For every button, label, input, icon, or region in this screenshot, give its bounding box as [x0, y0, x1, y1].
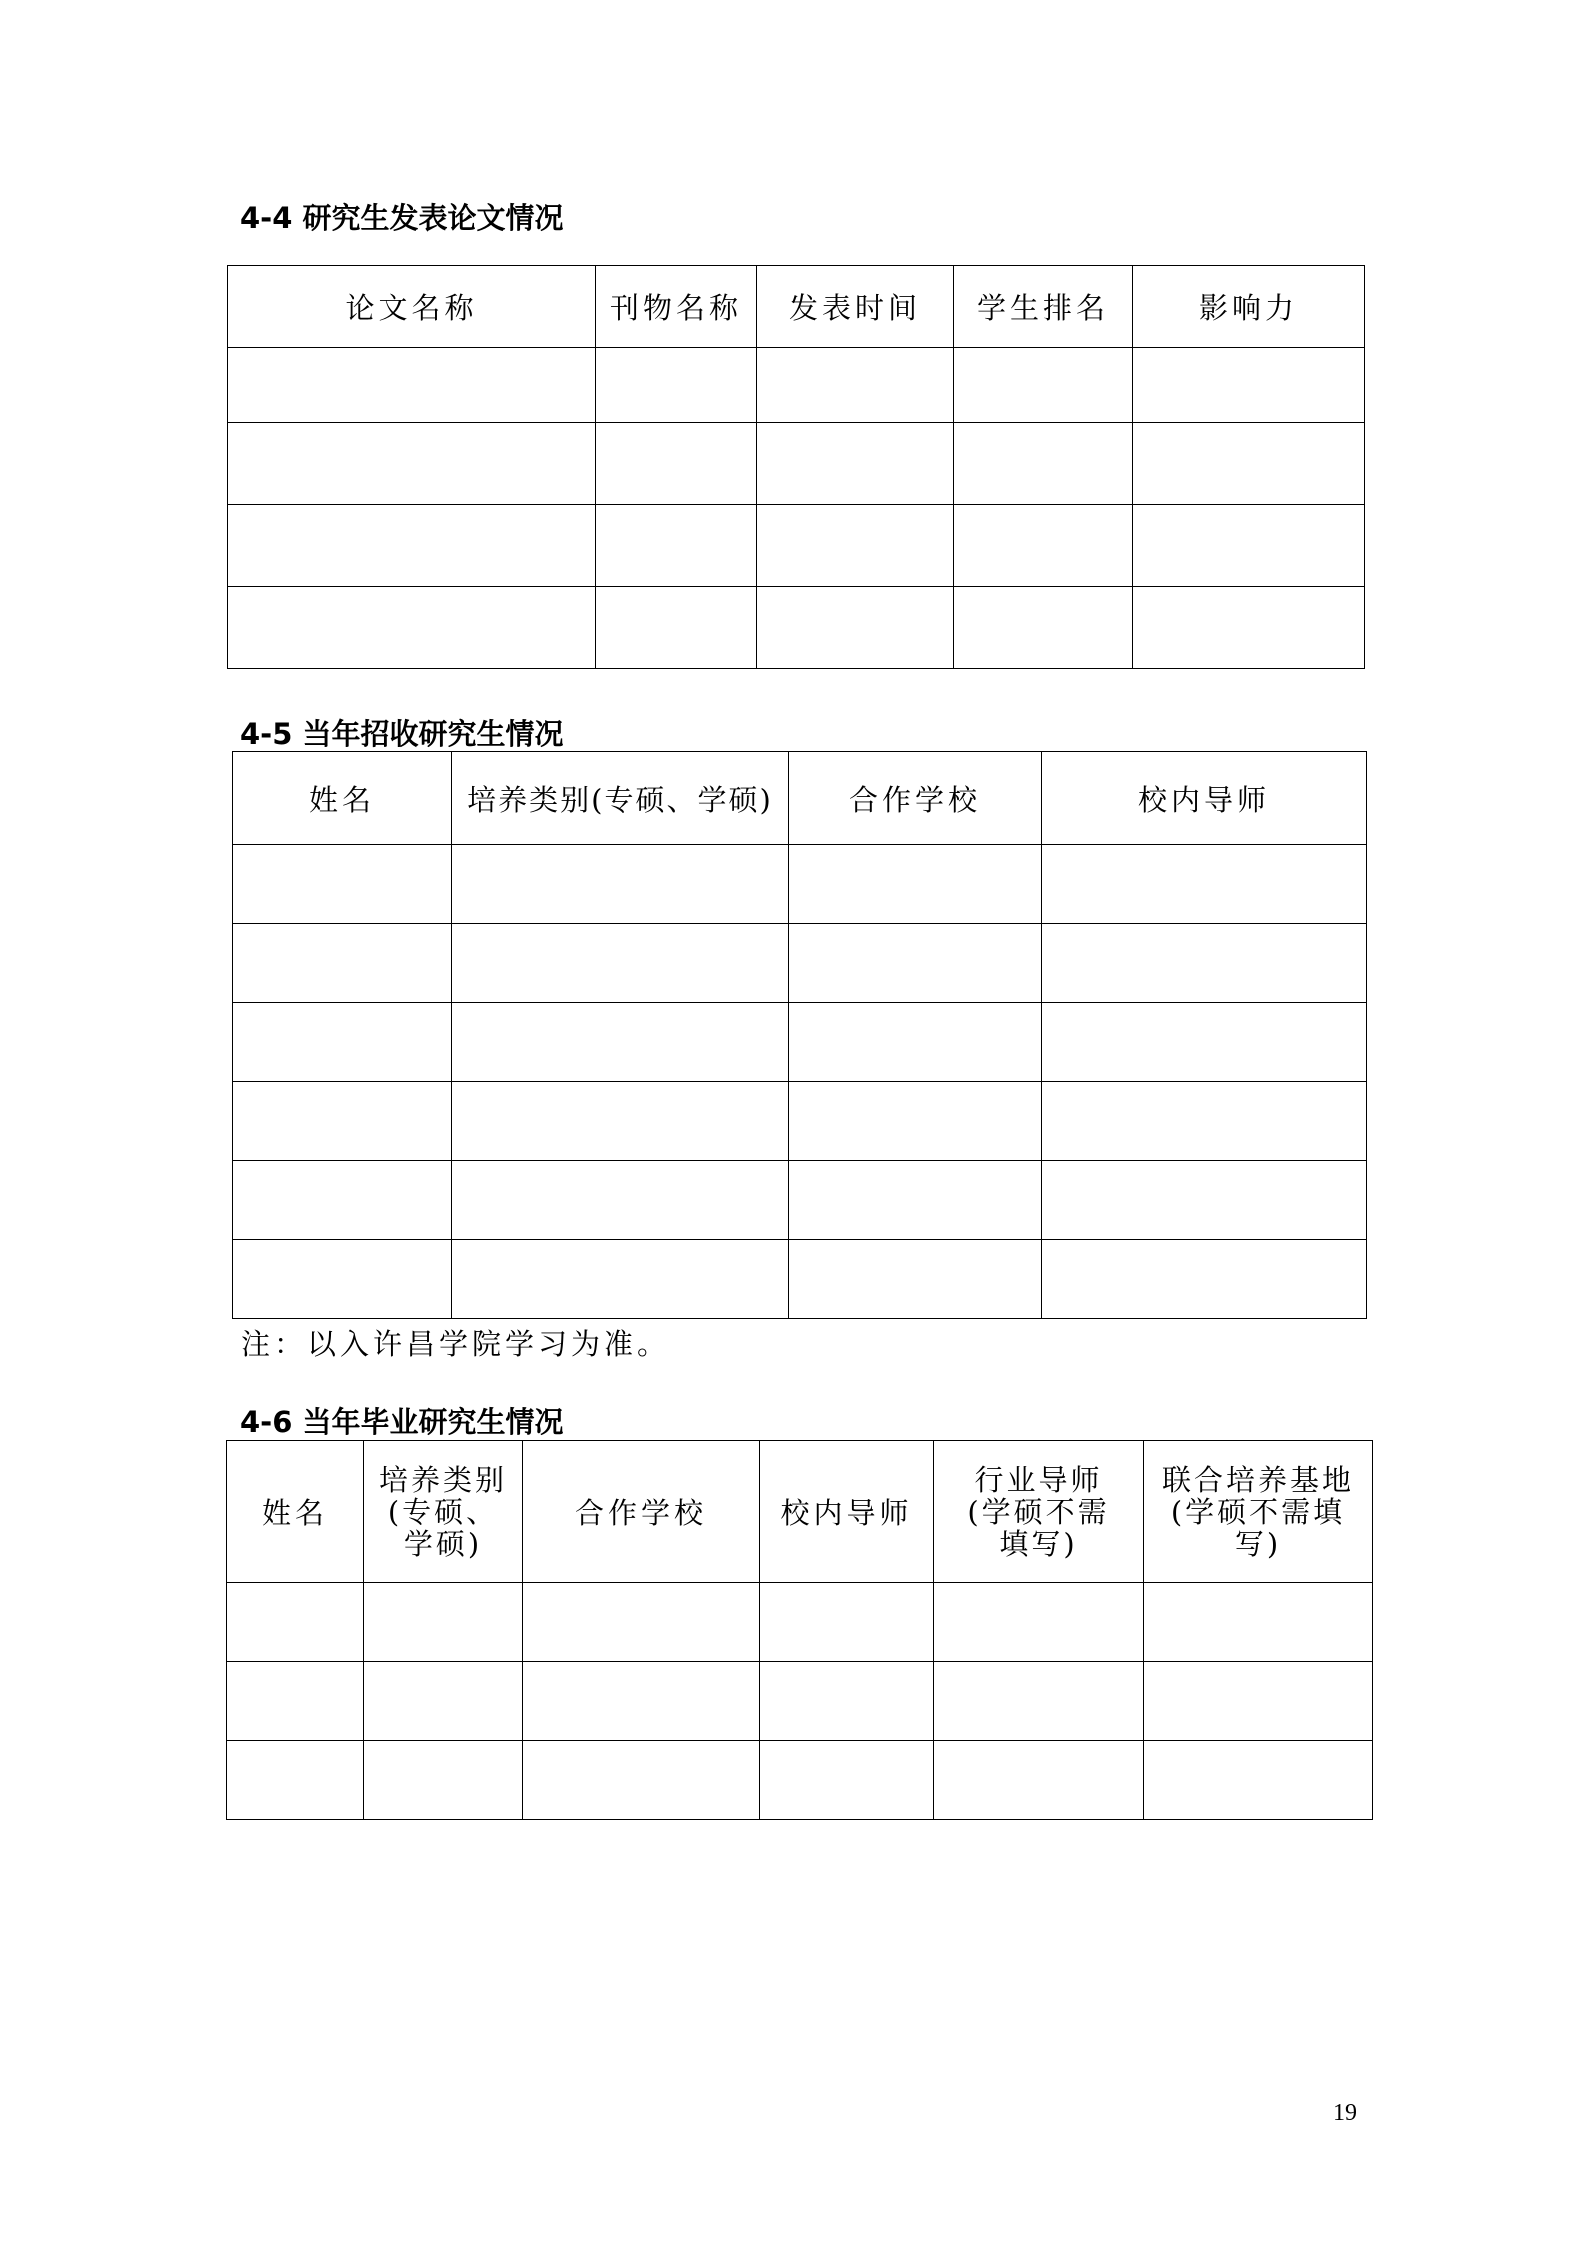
col-header-name: 姓名	[233, 752, 452, 845]
table-row	[233, 1161, 1367, 1240]
table-cell[interactable]	[954, 587, 1133, 669]
table-cell[interactable]	[233, 1161, 452, 1240]
table-cell[interactable]	[760, 1741, 934, 1820]
table-cell[interactable]	[596, 587, 757, 669]
table-cell[interactable]	[934, 1741, 1144, 1820]
section-4-4-title: 4-4 研究生发表论文情况	[240, 201, 564, 235]
table-cell[interactable]	[934, 1583, 1144, 1662]
table-cell[interactable]	[1144, 1741, 1373, 1820]
table-row	[233, 845, 1367, 924]
table-row	[233, 1003, 1367, 1082]
col-header-industry-supervisor: 行业导师(学硕不需填写)	[934, 1441, 1144, 1583]
table-cell[interactable]	[789, 1082, 1042, 1161]
table-cell[interactable]	[233, 1003, 452, 1082]
table-cell[interactable]	[757, 423, 954, 505]
col-header-partner-school: 合作学校	[523, 1441, 760, 1583]
table-cell[interactable]	[1042, 924, 1367, 1003]
table-cell[interactable]	[364, 1583, 523, 1662]
table-cell[interactable]	[1042, 1240, 1367, 1319]
table-row	[233, 1082, 1367, 1161]
table-cell[interactable]	[364, 1662, 523, 1741]
col-header-internal-supervisor: 校内导师	[760, 1441, 934, 1583]
table-cell[interactable]	[228, 423, 596, 505]
col-header-journal-name: 刊物名称	[596, 266, 757, 348]
table-cell[interactable]	[523, 1583, 760, 1662]
table-cell[interactable]	[1144, 1583, 1373, 1662]
table-row	[228, 587, 1365, 669]
table-cell[interactable]	[760, 1583, 934, 1662]
col-header-internal-supervisor: 校内导师	[1042, 752, 1367, 845]
table-cell[interactable]	[523, 1662, 760, 1741]
table-cell[interactable]	[452, 1082, 789, 1161]
col-header-partner-school: 合作学校	[789, 752, 1042, 845]
col-header-impact: 影响力	[1133, 266, 1365, 348]
col-header-joint-training-base: 联合培养基地(学硕不需填写)	[1144, 1441, 1373, 1583]
enrollment-note: 注：以入许昌学院学习为准。	[241, 1327, 671, 1361]
table-cell[interactable]	[233, 924, 452, 1003]
table-cell[interactable]	[227, 1741, 364, 1820]
col-header-training-type: 培养类别(专硕、学硕)	[452, 752, 789, 845]
table-cell[interactable]	[364, 1741, 523, 1820]
table-cell[interactable]	[757, 505, 954, 587]
table-cell[interactable]	[1042, 845, 1367, 924]
table-cell[interactable]	[1133, 348, 1365, 423]
table-header-row	[233, 752, 1367, 845]
section-4-6-title: 4-6 当年毕业研究生情况	[240, 1405, 564, 1439]
col-header-student-rank: 学生排名	[954, 266, 1133, 348]
table-cell[interactable]	[452, 1003, 789, 1082]
table-cell[interactable]	[233, 845, 452, 924]
table-cell[interactable]	[1144, 1662, 1373, 1741]
table-cell[interactable]	[760, 1662, 934, 1741]
table-cell[interactable]	[757, 348, 954, 423]
table-cell[interactable]	[934, 1662, 1144, 1741]
table-cell[interactable]	[789, 1003, 1042, 1082]
table-cell[interactable]	[954, 423, 1133, 505]
table-cell[interactable]	[452, 845, 789, 924]
table-row	[228, 423, 1365, 505]
table-cell[interactable]	[228, 505, 596, 587]
table-cell[interactable]	[228, 348, 596, 423]
table-row	[227, 1583, 1373, 1662]
table-cell[interactable]	[789, 1240, 1042, 1319]
table-cell[interactable]	[954, 505, 1133, 587]
table-cell[interactable]	[789, 845, 1042, 924]
table-cell[interactable]	[954, 348, 1133, 423]
table-cell[interactable]	[523, 1741, 760, 1820]
table-cell[interactable]	[452, 1240, 789, 1319]
enrollment-table	[232, 751, 1367, 1319]
table-cell[interactable]	[789, 924, 1042, 1003]
table-cell[interactable]	[227, 1662, 364, 1741]
table-row	[227, 1662, 1373, 1741]
table-cell[interactable]	[1133, 587, 1365, 669]
table-row	[227, 1741, 1373, 1820]
table-cell[interactable]	[1042, 1003, 1367, 1082]
table-cell[interactable]	[789, 1161, 1042, 1240]
table-cell[interactable]	[596, 348, 757, 423]
col-header-training-type: 培养类别(专硕、学硕)	[364, 1441, 523, 1583]
col-header-paper-name: 论文名称	[228, 266, 596, 348]
table-row	[233, 1240, 1367, 1319]
table-row	[228, 348, 1365, 423]
table-cell[interactable]	[596, 505, 757, 587]
graduation-table	[226, 1440, 1373, 1820]
table-cell[interactable]	[452, 1161, 789, 1240]
table-cell[interactable]	[1042, 1161, 1367, 1240]
table-cell[interactable]	[228, 587, 596, 669]
table-cell[interactable]	[452, 924, 789, 1003]
col-header-publish-time: 发表时间	[757, 266, 954, 348]
table-cell[interactable]	[1133, 505, 1365, 587]
table-cell[interactable]	[757, 587, 954, 669]
section-4-5-title: 4-5 当年招收研究生情况	[240, 717, 564, 751]
table-cell[interactable]	[233, 1082, 452, 1161]
table-row	[228, 505, 1365, 587]
table-cell[interactable]	[1133, 423, 1365, 505]
table-header-row	[228, 266, 1365, 348]
table-cell[interactable]	[233, 1240, 452, 1319]
table-header-row	[227, 1441, 1373, 1583]
table-cell[interactable]	[596, 423, 757, 505]
table-row	[233, 924, 1367, 1003]
table-cell[interactable]	[227, 1583, 364, 1662]
table-cell[interactable]	[1042, 1082, 1367, 1161]
page-number: 19	[1333, 2100, 1357, 2126]
papers-table	[227, 265, 1365, 669]
col-header-name: 姓名	[227, 1441, 364, 1583]
